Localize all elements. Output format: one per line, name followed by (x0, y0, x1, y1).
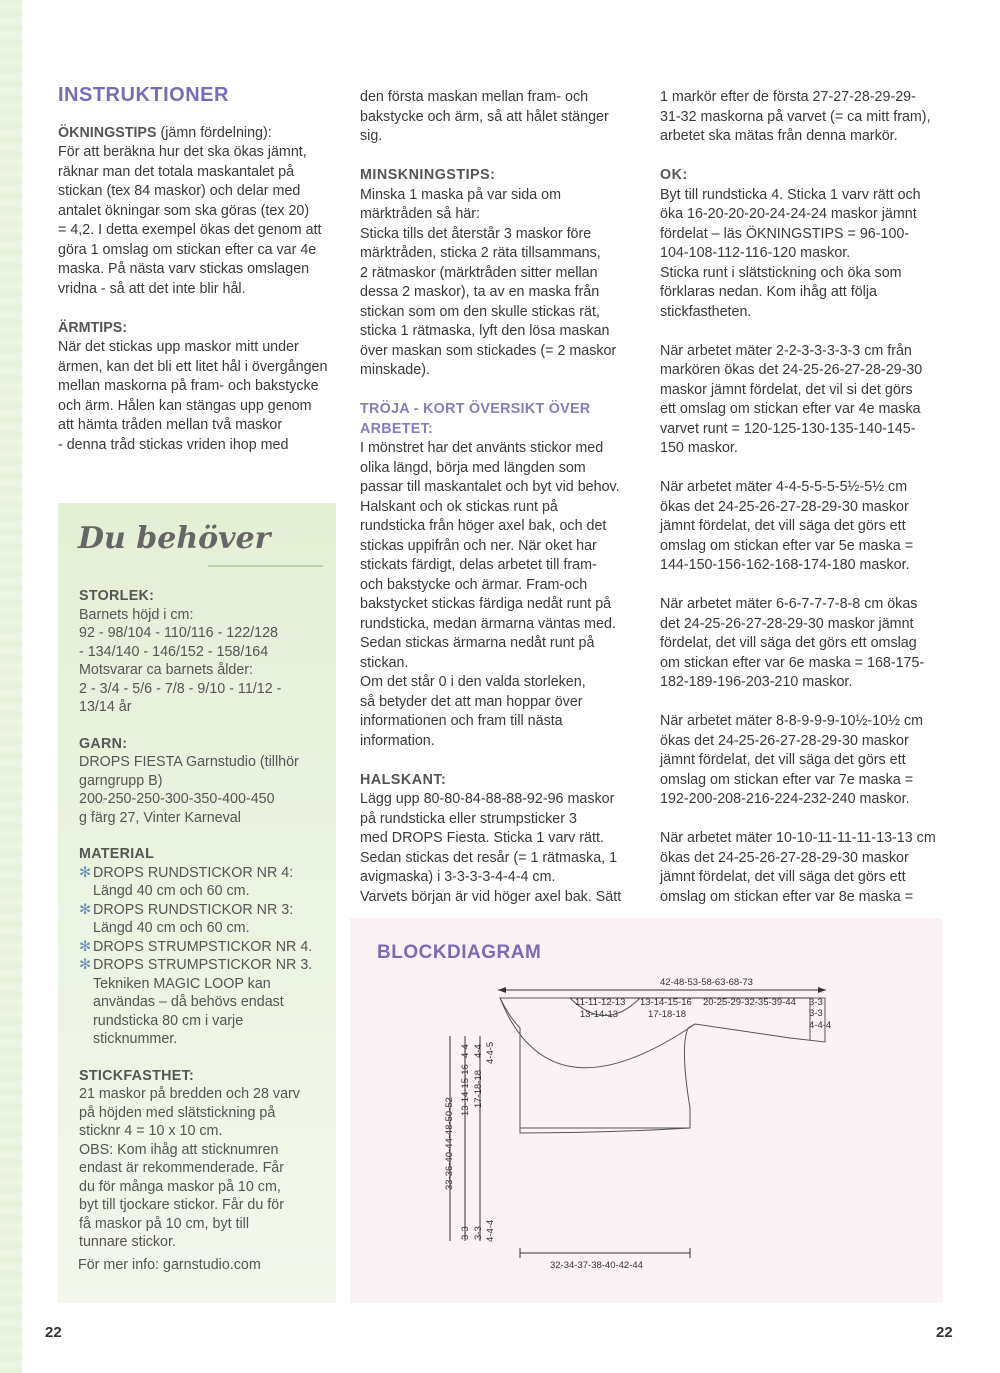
measure-lines (450, 990, 826, 1258)
increase-tips-text: För att beräkna hur det ska ökas jämnt, räknar man det totala maskantalet på stickan (tex 84 maskor) och delar med antalet ökningar som ska göras (tex 20) = 4,2. I detta exempel ökas det genom att göra 1 omslag om stickan efter ca var 4e maska. På nästa varv stickas omslagen vridna - så att det inte blir hål. (58, 144, 322, 297)
label-neckband-3: 4-4-5 (485, 1041, 496, 1064)
decrease-tips-text: Minska 1 maska på var sida om märktråden så här: Sticka tills det återstår 3 maskor före märktråden, sticka 2 räta tillsammans, 2 rätmaskor (märktråden sitter mellan dessa 2 maskor), ta av en maska från stickan som om den skulle stickas rät, sticka 1 rätmaska, lyft den lösa maskan över maskan som stickades (= 2 maskor minskade). (360, 186, 617, 378)
arrow-left (498, 987, 506, 993)
title-underline (208, 565, 323, 567)
material-item (79, 956, 329, 1049)
gauge-heading: STICKFASTHET: (79, 1067, 195, 1084)
label-shoulder-1: 13-14-15-16 (640, 997, 692, 1008)
sleeve-tips-text: När det stickas upp maskor mitt under ärmen, kan det bli ett litet hål i övergången mellan maskorna på fram- och bakstycke och ärm. Hålen kan stängas upp genom att hämta tråden mellan två maskor - denna tråd stickas vriden ihop med (58, 339, 328, 453)
material-item-text: DROPS RUNDSTICKOR NR 3: Längd 40 cm och 60 cm. (93, 901, 294, 936)
material-item (79, 901, 329, 938)
block-diagram-box (350, 918, 942, 1303)
increase-step-2: När arbetet mäter 4-4-5-5-5-5½-5½ cm ökas det 24-25-26-27-28-29-30 maskor jämnt fördelat, det vill säga det görs ett omslag om stickan efter var 5e maska = 144-150-156-162-168-174-180 maskor. (660, 479, 914, 573)
neckband (360, 771, 645, 908)
asterisk-icon: ✻ (79, 901, 91, 918)
yarn-text: DROPS FIESTA Garnstudio (tillhör garngrupp B) 200-250-250-300-350-400-450 g färg 27, Vinter Karneval (79, 754, 299, 826)
label-left-total: 33-36-40-44-48-50-52 (444, 1097, 455, 1190)
label-rib-3: 4-4-4 (485, 1219, 496, 1242)
increase-tips (58, 124, 343, 300)
materials-box-body (79, 587, 329, 1270)
material-item-text: DROPS STRUMPSTICKOR NR 3. Tekniken MAGIC LOOP kan användas – då behövs endast rundsticka 80 cm i varje sticknummer. (93, 957, 313, 1047)
label-cuff-3: 4-4-4 (809, 1020, 832, 1031)
increase-tips-heading: ÖKNINGSTIPS (58, 124, 157, 141)
overview-heading: TRÖJA - KORT ÖVERSIKT ÖVER ARBETET: (360, 401, 591, 437)
label-top-total: 42-48-53-58-63-68-73 (660, 977, 753, 988)
yoke (660, 166, 950, 322)
middle-column (360, 88, 645, 927)
label-rib-1: 3-3 (460, 1226, 471, 1240)
yoke-text: Byt till rundsticka 4. Sticka 1 varv rätt och öka 16-20-20-20-24-24-24 maskor jämnt fördelat – läs ÖKNINGSTIPS = 96-100- 104-108-112-116-120 maskor. Sticka runt i slätstickning och öka som förklaras nedan. Kom ihåg att följa stickfastheten. (660, 186, 921, 320)
material-item-text: DROPS STRUMPSTICKOR NR 4. (93, 938, 313, 955)
continued-text: den första maskan mellan fram- och bakstycke och ärm, så att hålet stänger sig. (360, 89, 609, 144)
label-cuff-1: 3-3 (809, 997, 823, 1008)
right-column (660, 88, 950, 927)
increase-step-1: När arbetet mäter 2-2-3-3-3-3-3 cm från markören ökas det 24-25-26-27-28-29-30 maskor jämnt fördelat, det vil si det görs ett omslag om stickan efter var 4e maska varvet runt = 120-125-130-135-140-145- 150 maskor. (660, 342, 923, 456)
label-yoke-2: 17-18-18 (473, 1069, 484, 1108)
increase-step-3: När arbetet mäter 6-6-7-7-7-8-8 cm ökas det 24-25-26-27-28-29-30 maskor jämnt fördelat, det vill säga det görs ett omslag om stickan efter var 6e maska = 168-175- 182-189-196-203-210 maskor. (660, 596, 925, 690)
arrow-right (818, 987, 826, 993)
yoke-heading: OK: (660, 167, 688, 183)
increase-tips-subheading: (jämn fördelning): (156, 124, 272, 141)
size-heading: STORLEK: (79, 588, 155, 604)
material-section (79, 845, 329, 1049)
increase-step-4: När arbetet mäter 8-8-9-9-9-10½-10½ cm ökas det 24-25-26-27-28-29-30 maskor jämnt fördelat, det vill säga det görs ett omslag om stickan efter var 7e maska = 192-200-208-216-224-232-240 maskor. (660, 713, 924, 807)
block-diagram (350, 918, 942, 1303)
overview-text: I mönstret har det använts stickor med olika längd, börja med längden som passar till maskantalet och byt vid behov. Halskant och ok stickas runt på rundsticka från höger axel bak, och det stickas uppifrån och ner. När oket har stickats färdigt, delas arbetet till fram- och bakstycke och ärmar. Fram-och bakstycket stickas färdiga nedåt runt på rundsticka, medan ärmarna väntas med. Sedan stickas ärmarna nedåt runt på stickan. Om det står 0 i den valda storleken, så betyder det att man hoppar över informationen och fram till nästa information. (360, 440, 620, 749)
yarn-section (79, 735, 329, 828)
material-heading: MATERIAL (79, 846, 155, 862)
size-section (79, 587, 329, 717)
page-number-right: 22 (936, 1324, 953, 1341)
materials-box-title: Du behöver (78, 521, 271, 556)
label-neckband-1: 4-4 (460, 1044, 471, 1058)
label-sleeve: 20-25-29-32-35-39-44 (703, 997, 796, 1008)
label-cuff-2: 3-3 (809, 1008, 823, 1019)
asterisk-icon: ✻ (79, 938, 91, 955)
label-neck-1: 11-11-12-13 (575, 997, 626, 1008)
label-bottom-width: 32-34-37-38-40-42-44 (550, 1260, 643, 1271)
diagram-labels (444, 977, 831, 1271)
block-diagram-title: BLOCKDIAGRAM (377, 942, 542, 963)
label-yoke-1: 13-14-15-16 (460, 1064, 471, 1116)
material-item (79, 938, 329, 957)
decrease-tips-heading: MINSKNINGSTIPS: (360, 167, 496, 183)
size-text: Barnets höjd i cm: 92 - 98/104 - 110/116 - 122/128 - 134/140 - 146/152 - 158/164 Motsvarar ca barnets ålder: 2 - 3/4 - 5/6 - 7/8 - 9/10 - 11/12 - 13/14 år (79, 606, 282, 715)
label-shoulder-2: 17-18-18 (648, 1009, 687, 1020)
asterisk-icon: ✻ (79, 957, 91, 973)
knit-texture-strip (0, 0, 22, 1373)
yarn-heading: GARN: (79, 735, 128, 752)
asterisk-icon: ✻ (79, 864, 91, 881)
label-neckband-2: 4-4 (473, 1044, 484, 1058)
material-item-text: DROPS RUNDSTICKOR NR 4: Längd 40 cm och 60 cm. (93, 864, 294, 899)
material-item (79, 864, 329, 901)
more-info-link[interactable]: För mer info: garnstudio.com (78, 1257, 261, 1273)
instructions-column (58, 86, 343, 475)
increase-step-5: När arbetet mäter 10-10-11-11-11-13-13 cm ökas det 24-25-26-27-28-29-30 maskor jämnt fördelat, det vill säga det görs ett omslag om stickan efter var 8e maska = (660, 830, 936, 905)
gauge-section (79, 1067, 329, 1252)
page-number-left: 22 (45, 1324, 62, 1341)
label-rib-2: 3-3 (473, 1226, 484, 1240)
instructions-heading: INSTRUKTIONER (58, 84, 229, 106)
decrease-tips (360, 166, 645, 381)
materials-box (58, 503, 336, 1303)
sleeve-tips-heading: ÄRMTIPS: (58, 319, 128, 336)
overview (360, 400, 645, 751)
gauge-text: 21 maskor på bredden och 28 varv på höjden med slätstickning på sticknr 4 = 10 x 10 cm. OBS: Kom ihåg att sticknumren endast är rekommenderade. Får du för många maskor på 10 cm, byt till tjockare stickor. Får du för få maskor på 10 cm, byt till tunnare stickor. (79, 1086, 300, 1250)
label-neck-2: 13-14-13 (580, 1009, 619, 1020)
neckband-text: Lägg upp 80-80-84-88-88-92-96 maskor på rundsticka eller strumpsticker 3 med DROPS Fiesta. Sticka 1 varv rätt. Sedan stickas det resår (= 1 rätmaska, 1 avigmaska) i 3-3-3-3-4-4-4 cm. Varvets början är vid höger axel bak. Sätt (360, 791, 622, 905)
sleeve-tips (58, 319, 343, 456)
marker-text: 1 markör efter de första 27-27-28-29-29- 31-32 maskorna på varvet (= ca mitt fram), arbetet ska mätas från denna markör. (660, 89, 931, 144)
neckband-heading: HALSKANT: (360, 771, 447, 788)
